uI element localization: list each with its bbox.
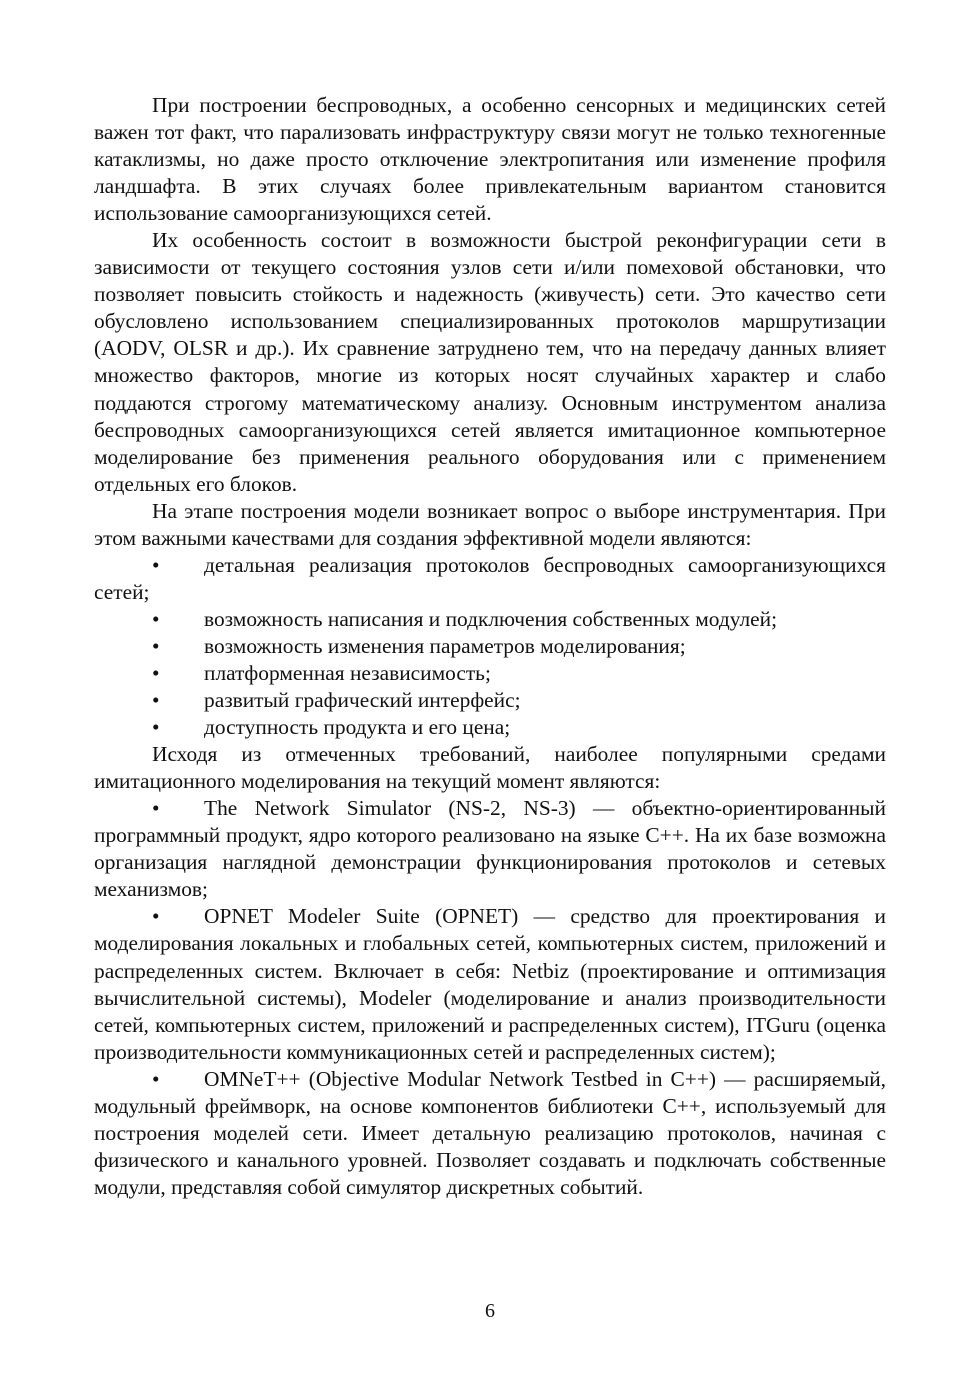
bullet-icon: • [152, 688, 160, 713]
bullet-icon: • [152, 606, 160, 631]
paragraph-intro: При построении беспроводных, а особенно сенсорных и медицинских сетей важен тот факт, что парализовать инфраструктуру связи могут не только техногенные катаклизмы, но даже просто отключение электропитания или изменение профиля ландшафта. В этих случаях более привлекательным вариантом становится использование самоорганизующихся сетей. [94, 93, 886, 226]
list-item: • развитый графический интерфейс; [94, 687, 886, 714]
bullet-icon: • [152, 633, 160, 658]
list-item-opnet: • OPNET Modeler Suite (OPNET) — средство для проектирования и моделирования локальных и глобальных сетей, компьютерных систем, приложений и распределенных систем. Включает в себя: Netbiz (проектирование и оптимизация вычислительной системы), Modeler (моделирование и анализ производительности сетей, компьютерных систем, приложений и распределенных систем), ITGuru (оценка производительности коммуникационных сетей и распределенных систем); [94, 904, 886, 1064]
list-item-omnet: • OMNeT++ (Objective Modular Network Testbed in C++) — расширяемый, модульный фреймворк, на основе компонентов библиотеки C++, используемый для построения моделей сети. Имеет детальную реализацию протоколов, начиная с физического и канального уровней. Позволяет создавать и подключать собственные модули, представляя собой симулятор дискретных событий. [94, 1066, 886, 1199]
document-page [94, 92, 886, 1201]
tools-list [94, 795, 886, 1201]
bullet-icon: • [152, 715, 160, 740]
bullet-icon: • [152, 796, 160, 821]
paragraph-self-organizing: Их особенность состоит в возможности быстрой реконфигурации сети в зависимости от текущего состояния узлов сети и/или помеховой обстановки, что позволяет повысить стойкость и надежность (живучесть) сети. Это качество сети обусловлено использованием специализированных протоколов маршрутизации (AODV, OLSR и др.). Их сравнение затруднено тем, что на передачу данных влияет множество факторов, многие из которых носят случайных характер и слабо поддаются строгому математическому анализу. Основным инструментом анализа беспроводных самоорганизующихся сетей является имитационное компьютерное моделирование без применения реального оборудования или с применением отдельных его блоков. [94, 228, 886, 496]
list-item-ns: • The Network Simulator (NS-2, NS-3) — объектно-ориентированный программный продукт, ядро которого реализовано на языке C++. На их базе возможна организация наглядной демонстрации функционирования протоколов и сетевых механизмов; [94, 796, 886, 902]
bullet-icon: • [152, 904, 160, 929]
paragraph-tool-choice: На этапе построения модели возникает вопрос о выборе инструментария. При этом важными качествами для создания эффективной модели являются: [94, 498, 886, 550]
page-number: 6 [485, 1300, 495, 1322]
list-item: • возможность изменения параметров моделирования; [94, 633, 886, 660]
bullet-icon: • [152, 660, 160, 685]
requirements-list [94, 552, 886, 741]
list-item: • детальная реализация протоколов беспроводных самоорганизующихся сетей; [94, 552, 886, 604]
list-item: • возможность написания и подключения собственных модулей; [94, 606, 886, 633]
paragraph-popular-tools: Исходя из отмеченных требований, наиболее популярными средами имитационного моделирования на текущий момент являются: [94, 742, 886, 794]
list-item: • доступность продукта и его цена; [94, 714, 886, 741]
bullet-icon: • [152, 552, 160, 577]
list-item: • платформенная независимость; [94, 660, 886, 687]
bullet-icon: • [152, 1066, 160, 1091]
